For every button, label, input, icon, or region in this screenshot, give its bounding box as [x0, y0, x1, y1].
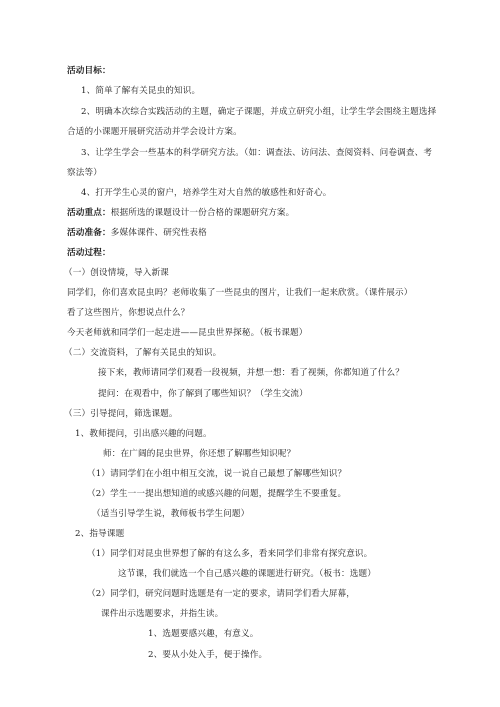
goal-1: 1、简单了解有关昆虫的知识。: [81, 86, 201, 96]
goals-heading: 活动目标：: [67, 66, 111, 76]
section-3-item-1-para-3: （2）学生一一提出想知道的或感兴趣的问题，提醒学生不要重复。: [87, 489, 347, 499]
section-3-item-2: 2、指导课题: [75, 529, 125, 539]
process-heading: 活动过程：: [67, 248, 111, 258]
focus-text: 根据所选的课题设计一份合格的课题研究方案。: [110, 208, 295, 218]
prep-text: 多媒体课件、研究性表格: [110, 228, 207, 238]
goal-3-line-1: 3、让学生学会一些基本的科学研究方法。（如：调查法、访问法、查阅资料、问卷调查、考: [81, 148, 433, 158]
section-3-title: （三）引导提问，筛选课题。: [64, 409, 178, 419]
prep-line: [67, 228, 207, 239]
section-1-para-3: 今天老师就和同学们一起走进——昆虫世界探秘。（板书课题）: [67, 328, 308, 338]
section-1-title: （一）创设情境，导入新课: [64, 268, 169, 278]
section-3-item-1-para-2: （1）请同学们在小组中相互交流，说一说自己最想了解哪些知识？: [87, 469, 347, 479]
section-3-item-2-para-4: 课件出示选题要求，并指生读。: [101, 609, 224, 619]
goal-2-line-1: 2、明确本次综合实践活动的主题，确定子课题，并成立研究小组，让学生学会围绕主题选择: [81, 107, 437, 117]
section-2-para-1: 接下来，教师请同学们观看一段视频，并想一想：看了视频，你都知道了什么？: [98, 368, 405, 378]
prep-label: 活动准备：: [67, 228, 111, 238]
focus-line: [67, 208, 294, 219]
selection-rule-1: 1、选题要感兴趣，有意义。: [148, 629, 259, 639]
section-3-item-2-para-1: （1）同学们对昆虫世界想了解的有这么多，看来同学们非常有探究意识。: [87, 549, 373, 559]
section-3-item-2-para-3: （2）同学们，研究问题时选题是有一定的要求，请同学们看大屏幕，: [87, 589, 355, 599]
section-1-para-2: 看了这些图片，你想说点什么？: [67, 308, 190, 318]
focus-label: 活动重点：: [67, 208, 111, 218]
section-2-title: （二）交流资料，了解有关昆虫的知识。: [64, 348, 222, 358]
section-3-item-1: 1、教师提问，引出感兴趣的问题。: [75, 429, 212, 439]
section-3-item-2-para-2: 这节课，我们就选一个自己感兴趣的课题进行研究。（板书：选题）: [118, 569, 377, 579]
section-3-item-1-para-1: 师：在广阔的昆虫世界，你还想了解哪些知识呢？: [103, 449, 296, 459]
goal-3-line-2: 察法等）: [67, 168, 102, 178]
section-1-para-1: 同学们，你们喜欢昆虫吗？老师收集了一些昆虫的图片，让我们一起来欣赏。（课件展示）: [67, 288, 413, 298]
selection-rule-2: 2、要从小处入手，便于操作。: [148, 650, 268, 660]
section-2-para-2: 提问：在观看中，你了解到了哪些知识？（学生交流）: [98, 389, 308, 399]
goal-4: 4、打开学生心灵的窗户，培养学生对大自然的敏感性和好奇心。: [81, 188, 332, 198]
goal-2-line-2: 合适的小课题开展研究活动并学会设计方案。: [67, 127, 242, 137]
section-3-item-1-para-4: （适当引导学生说，教师板书学生问题）: [92, 509, 250, 519]
